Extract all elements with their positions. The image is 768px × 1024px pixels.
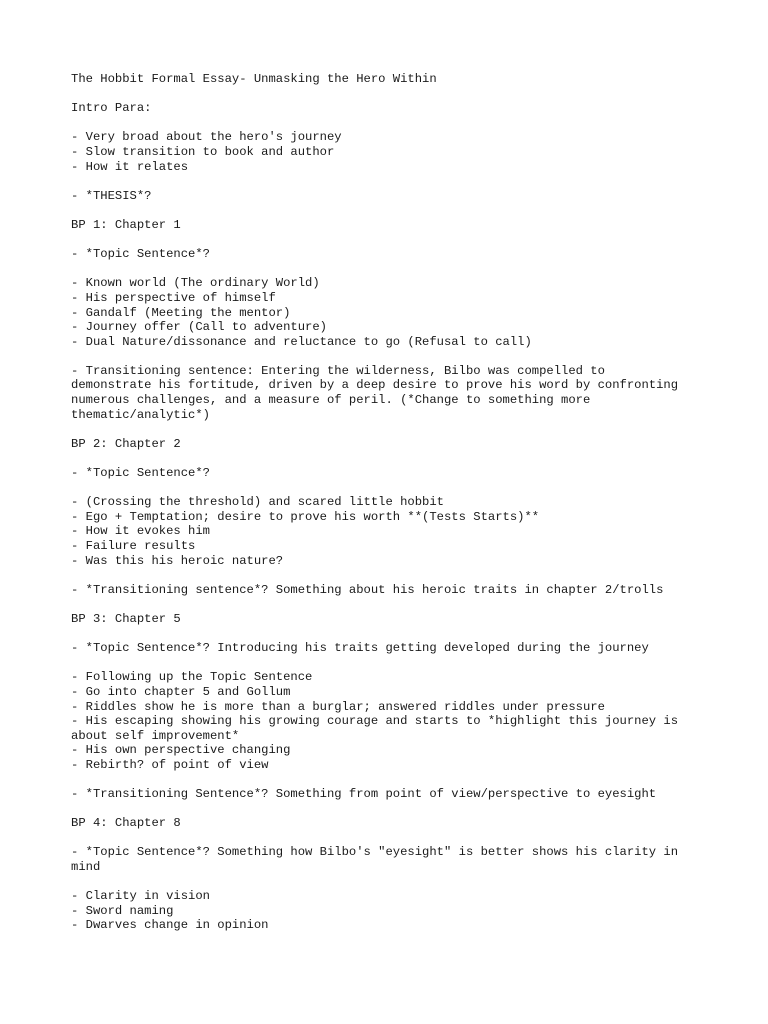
bp3-heading: BP 3: Chapter 5 (71, 611, 181, 626)
bp2-bullets: - (Crossing the threshold) and scared little hobbit - Ego + Temptation; desire to prove his worth **(Tests Starts)** - How it evokes him - Failure results - Was this his heroic nature? (71, 495, 540, 568)
bp3-transition: - *Transitioning Sentence*? Something from point of view/perspective to eyesight (71, 787, 657, 802)
intro-bullets: - Very broad about the hero's journey - Slow transition to book and author - How it relates (71, 130, 342, 174)
bp2-transition: - *Transitioning sentence*? Something about his heroic traits in chapter 2/trolls (71, 582, 664, 597)
document-title: The Hobbit Formal Essay- Unmasking the Hero Within (71, 72, 437, 86)
bp1-transition: - Transitioning sentence: Entering the wilderness, Bilbo was compelled to demonstrate his fortitude, driven by a deep desire to prove his word by confronting numerous challenges, and a measure of peril. (*Change to something more thematic/analytic*) (71, 363, 679, 422)
intro-heading: Intro Para: (71, 101, 152, 116)
bp2-heading: BP 2: Chapter 2 (71, 436, 181, 451)
bp4-heading: BP 4: Chapter 8 (71, 816, 181, 831)
bp4-topic: - *Topic Sentence*? Something how Bilbo's "eyesight" is better shows his clarity in mind (71, 845, 679, 875)
bp3-bullets: - Following up the Topic Sentence - Go into chapter 5 and Gollum - Riddles show he is more than a burglar; answered riddles under pressure - His escaping showing his growing courage and starts to *highlight this journey is about self improvement* - His own perspective changing - Rebirth? of point of view (71, 670, 679, 772)
bp1-bullets: - Known world (The ordinary World) - His perspective of himself - Gandalf (Meeting the mentor) - Journey offer (Call to adventure) - Dual Nature/dissonance and reluctance to go (Refusal to call) (71, 276, 532, 349)
document-body (71, 72, 711, 948)
bp4-bullets: - Clarity in vision - Sword naming - Dwarves change in opinion (71, 889, 269, 933)
bp2-topic: - *Topic Sentence*? (71, 466, 210, 481)
bp1-topic: - *Topic Sentence*? (71, 247, 210, 262)
bp3-topic: - *Topic Sentence*? Introducing his traits getting developed during the journey (71, 641, 649, 656)
bp1-heading: BP 1: Chapter 1 (71, 217, 181, 232)
intro-thesis: - *THESIS*? (71, 188, 152, 203)
